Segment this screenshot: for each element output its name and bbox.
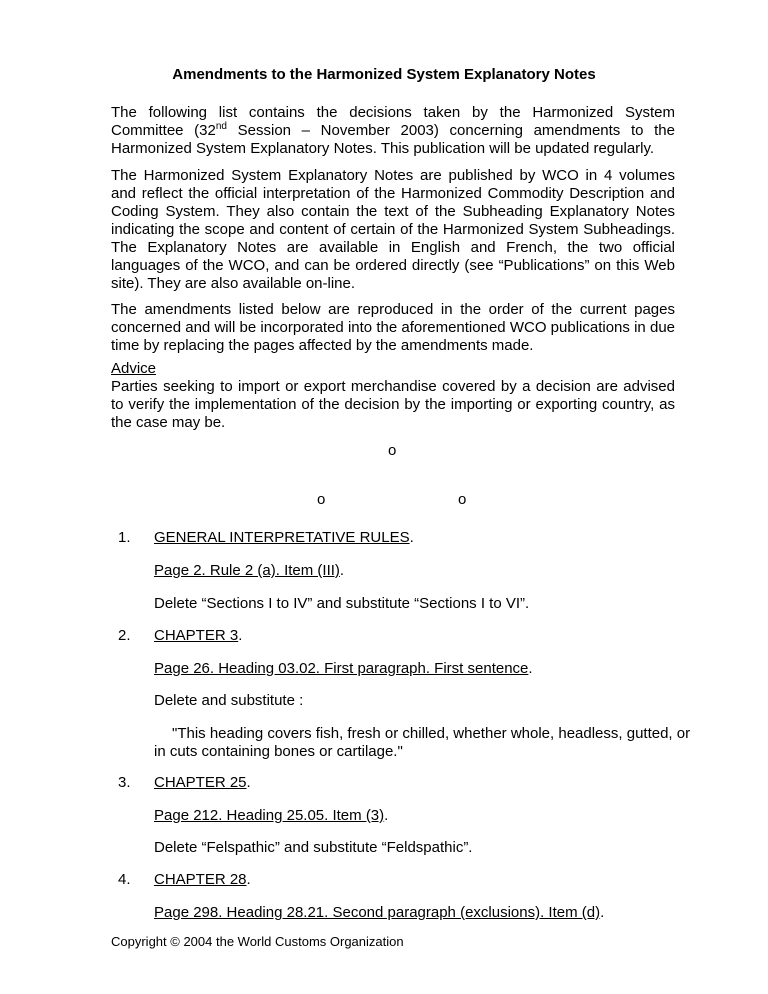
separator-mark: o	[458, 491, 467, 508]
item-instruction: Delete and substitute :	[154, 692, 304, 709]
volumes-paragraph: The Harmonized System Explanatory Notes are published by WCO in 4 volumes and reflect the official interpretation of the Harmonized Commodity Description and Coding System. They also contain the text of the Subheading Explanatory Notes indicating the scope and content of certain of the Harmonized System Subheadings. The Explanatory Notes are available in English and French, the two official languages of the WCO, and can be ordered directly (see “Publications” on this Web site). They are also available on-line.	[111, 167, 675, 292]
item-number: 2.	[118, 627, 131, 644]
item-number: 3.	[118, 774, 131, 791]
item-location: Page 2. Rule 2 (a). Item (III).	[154, 562, 345, 579]
document-title: Amendments to the Harmonized System Explanatory Notes	[172, 66, 596, 83]
item-location: Page 212. Heading 25.05. Item (3).	[154, 807, 389, 824]
item-heading: CHAPTER 3.	[154, 627, 243, 644]
advice-section	[111, 360, 675, 432]
item-heading: CHAPTER 25.	[154, 774, 251, 791]
item-number: 1.	[118, 529, 131, 546]
item-instruction: Delete “Sections I to IV” and substitute “Sections I to VI”.	[154, 595, 530, 612]
separator-mark: o	[317, 491, 326, 508]
item-heading: CHAPTER 28.	[154, 871, 251, 888]
advice-text: Parties seeking to import or export merchandise covered by a decision are advised to verify the implementation of the decision by the importing or exporting country, as the case may be.	[111, 378, 675, 431]
item-instruction: Delete “Felspathic” and substitute “Feldspathic”.	[154, 839, 473, 856]
advice-heading: Advice	[111, 360, 157, 377]
item-number: 4.	[118, 871, 131, 888]
incorporation-paragraph: The amendments listed below are reproduced in the order of the current pages concerned and will be incorporated into the aforementioned WCO publications in due time by replacing the pages affected by the amendments made.	[111, 301, 675, 354]
copyright-footer: Copyright © 2004 the World Customs Organization	[111, 934, 404, 949]
intro-text-start: The following list contains the decisions taken by the Harmonized System Committee (32	[111, 104, 675, 139]
item-location: Page 26. Heading 03.02. First paragraph. First sentence.	[154, 660, 533, 677]
intro-paragraph	[111, 104, 675, 158]
intro-superscript: nd	[215, 121, 227, 132]
intro-text-end: Session – November 2003) concerning amendments to the Harmonized System Explanatory Notes. This publication will be updated regularly.	[111, 122, 675, 157]
item-quote: "This heading covers fish, fresh or chilled, whether whole, headless, gutted, or in cuts containing bones or cartilage."	[154, 725, 691, 760]
item-location: Page 298. Heading 28.21. Second paragraph (exclusions). Item (d).	[154, 904, 605, 921]
separator-mark: o	[388, 442, 397, 459]
item-heading: GENERAL INTERPRETATIVE RULES.	[154, 529, 414, 546]
